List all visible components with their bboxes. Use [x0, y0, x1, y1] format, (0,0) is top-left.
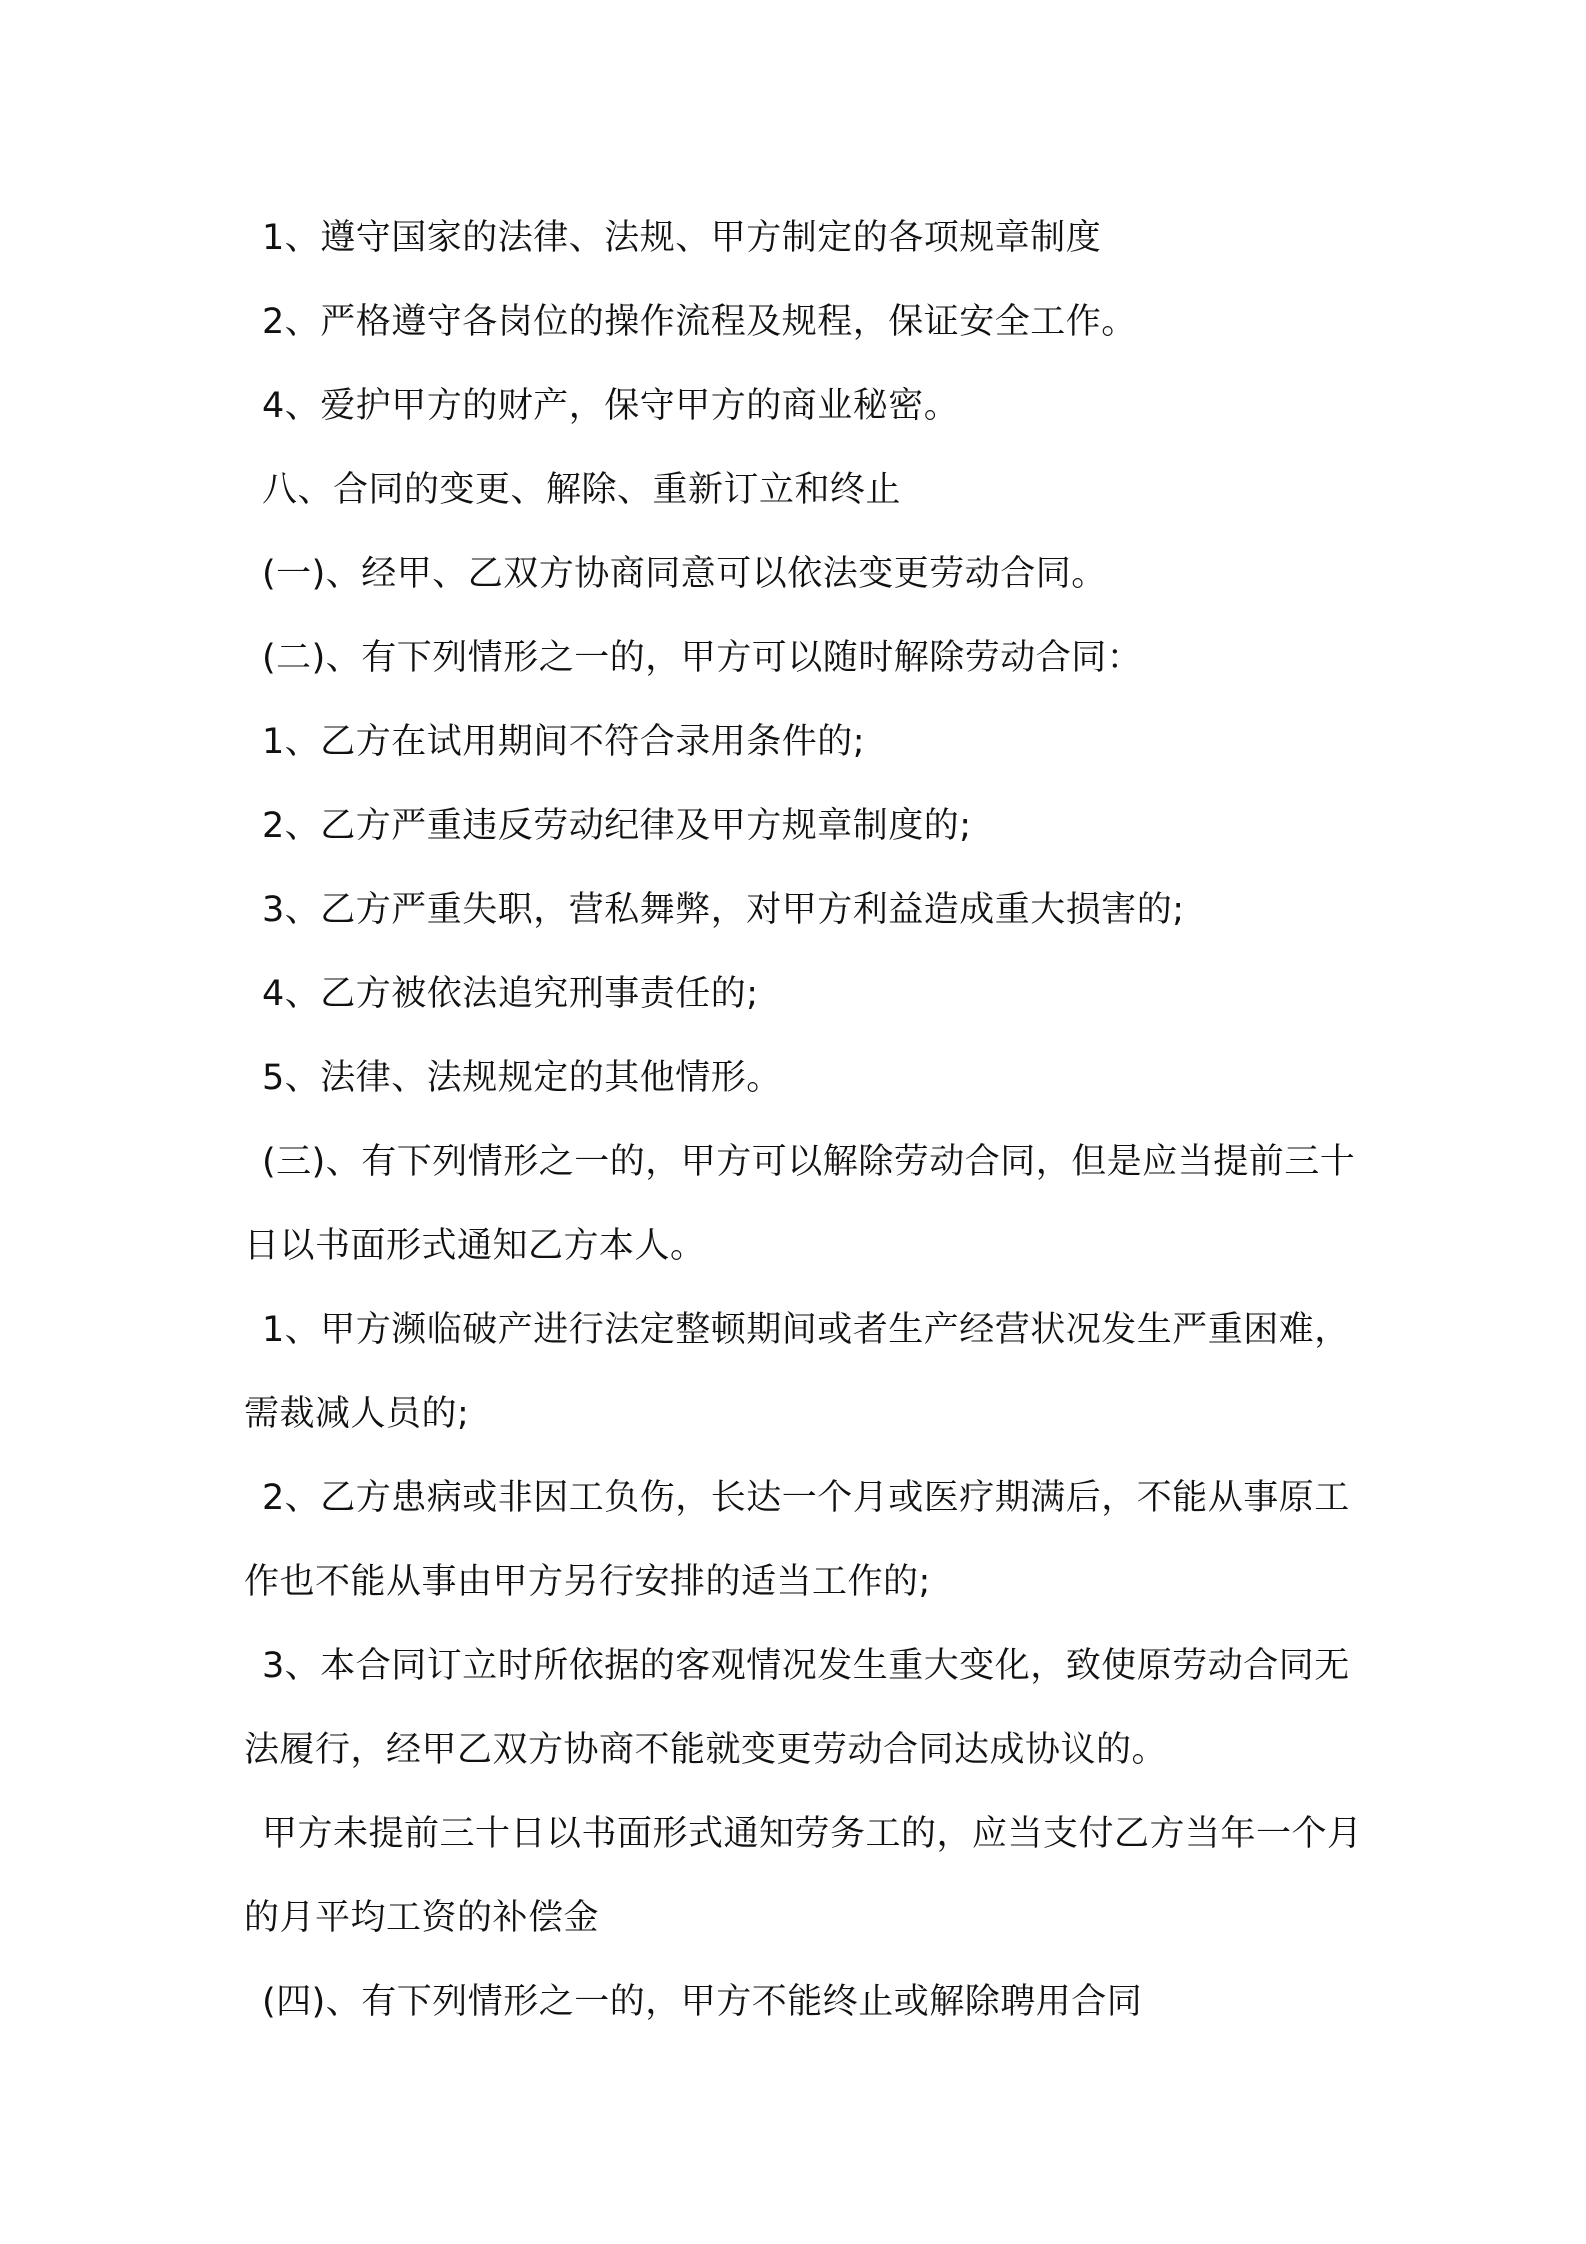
section-heading-eight: 八、合同的变更、解除、重新订立和终止 [262, 470, 902, 510]
paragraph-clause-four: (四)、有下列情形之一的，甲方不能终止或解除聘用合同 [262, 1982, 1143, 2022]
paragraph-clause-three: (三)、有下列情形之一的，甲方可以解除劳动合同，但是应当提前三十日以书面形式通知乙方本人。 [244, 1142, 1356, 1266]
paragraph-obligation-4: 4、爱护甲方的财产，保守甲方的商业秘密。 [262, 386, 960, 426]
list-item-two-1: 1、乙方在试用期间不符合录用条件的; [262, 722, 866, 762]
list-item-three-2: 2、乙方患病或非因工负伤，长达一个月或医疗期满后，不能从事原工作也不能从事由甲方另行安排的适当工作的; [244, 1478, 1350, 1602]
paragraph-clause-two: (二)、有下列情形之一的，甲方可以随时解除劳动合同： [262, 638, 1143, 678]
list-item-three-1: 1、甲方濒临破产进行法定整顿期间或者生产经营状况发生严重困难，需裁减人员的; [244, 1310, 1350, 1434]
list-item-three-3: 3、本合同订立时所依据的客观情况发生重大变化，致使原劳动合同无法履行，经甲乙双方协商不能就变更劳动合同达成协议的。 [244, 1646, 1350, 1770]
document-body [244, 196, 1384, 2044]
paragraph-obligation-2: 2、严格遵守各岗位的操作流程及规程，保证安全工作。 [262, 302, 1137, 342]
list-item-two-4: 4、乙方被依法追究刑事责任的; [262, 974, 759, 1014]
list-item-two-5: 5、法律、法规规定的其他情形。 [262, 1058, 782, 1098]
paragraph-compensation: 甲方未提前三十日以书面形式通知劳务工的，应当支付乙方当年一个月的月平均工资的补偿金 [244, 1814, 1363, 1938]
paragraph-obligation-1: 1、遵守国家的法律、法规、甲方制定的各项规章制度 [262, 218, 1102, 258]
list-item-two-3: 3、乙方严重失职，营私舞弊，对甲方利益造成重大损害的; [262, 890, 1185, 930]
paragraph-clause-one: (一)、经甲、乙双方协商同意可以依法变更劳动合同。 [262, 554, 1107, 594]
list-item-two-2: 2、乙方严重违反劳动纪律及甲方规章制度的; [262, 806, 972, 846]
